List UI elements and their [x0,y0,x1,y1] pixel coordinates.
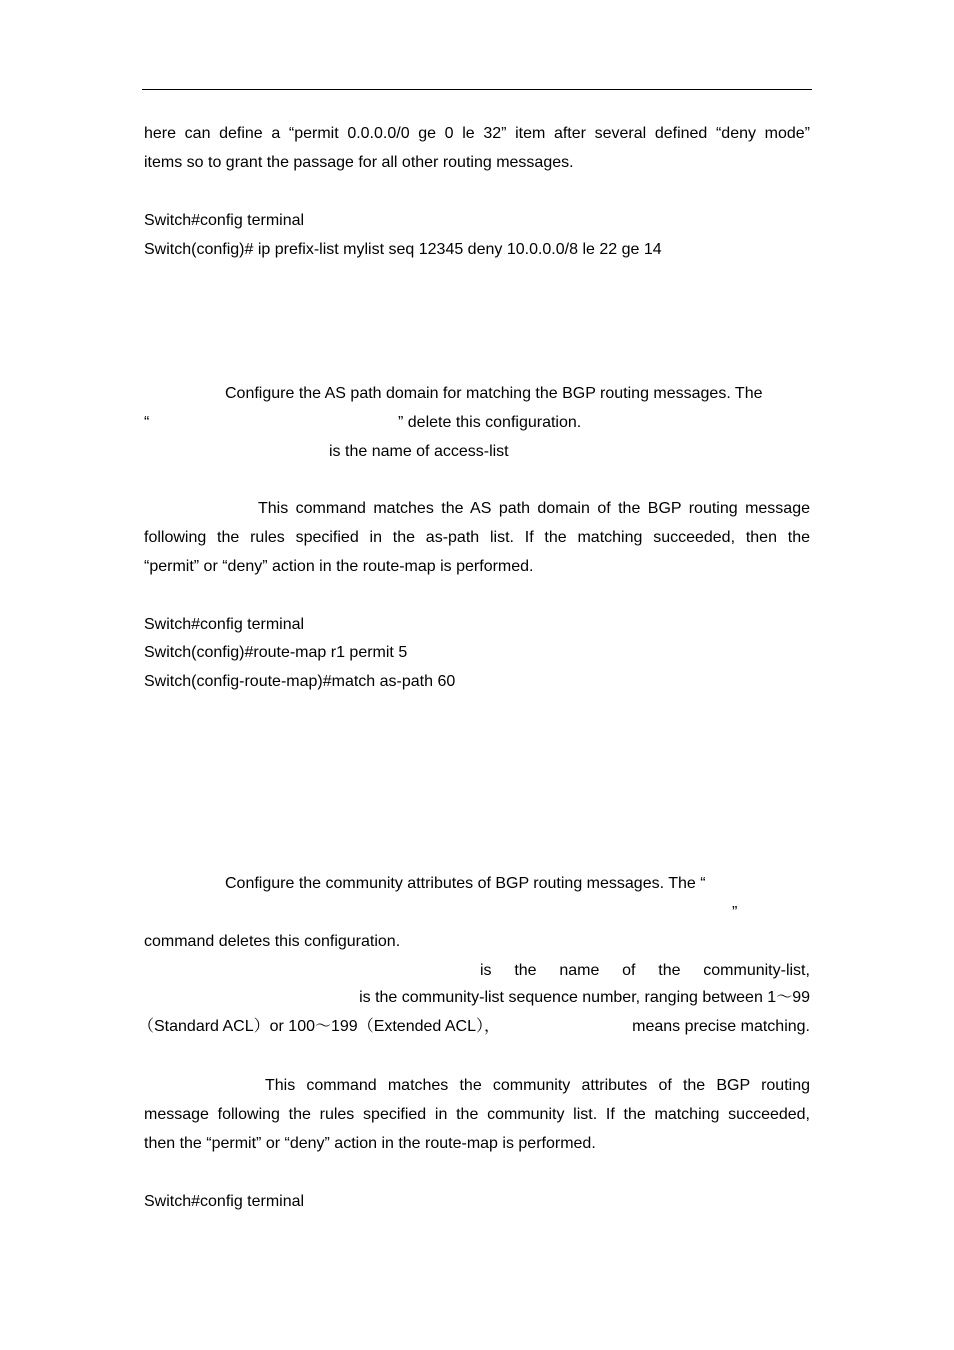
example2-command-2: Switch(config)#route-map r1 permit 5 [144,644,408,661]
intro-line-1: here can define a “permit 0.0.0.0/0 ge 0 le 32” item after several defined “deny mode” [144,125,810,142]
example3-command-1: Switch#config terminal [144,1193,305,1210]
community-usage-line-1: This command matches the community attributes of the BGP routing [265,1077,810,1094]
as-path-delete-text: ” delete this configuration. [398,414,582,431]
example1-command-2: Switch(config)# ip prefix-list mylist seq 12345 deny 10.0.0.0/8 le 22 ge 14 [144,241,662,258]
community-usage-line-2: message following the rules specified in the community list. If the matching succeeded, [144,1106,810,1123]
intro-line-2: items so to grant the passage for all other routing messages. [144,154,574,171]
example1-command-1: Switch#config terminal [144,212,305,229]
as-path-function-text: Configure the AS path domain for matching the BGP routing messages. The [225,385,763,402]
as-path-usage-line-2: following the rules specified in the as-path list. If the matching succeeded, then the [144,529,810,546]
community-function-text: Configure the community attributes of BGP routing messages. The “ [225,875,706,892]
param-word: is [480,962,492,979]
community-parameter-line-2: is the community-list sequence number, ranging between 1～99 [359,989,810,1006]
community-usage-line-3: then the “permit” or “deny” action in the route-map is performed. [144,1135,596,1152]
community-parameter-line-3-left: （Standard ACL）or 100～199（Extended ACL）， [138,1018,500,1035]
param-word: community-list, [703,962,810,979]
as-path-usage-line-1: This command matches the AS path domain of the BGP routing message [258,500,810,517]
community-close-quote: ” [732,904,738,921]
as-path-open-quote: “ [144,414,150,431]
param-word: of [622,962,636,979]
community-parameter-line-3-right: means precise matching. [632,1018,810,1035]
param-word: the [658,962,681,979]
example2-command-1: Switch#config terminal [144,616,305,633]
header-rule [142,89,812,90]
community-delete-text: command deletes this configuration. [144,933,401,950]
param-word: name [559,962,600,979]
community-parameter-line-1 [480,961,810,981]
as-path-usage-line-3: “permit” or “deny” action in the route-map is performed. [144,558,534,575]
example2-command-3: Switch(config-route-map)#match as-path 60 [144,673,456,690]
param-word: the [514,962,537,979]
as-path-parameter-text: is the name of access-list [329,443,509,460]
